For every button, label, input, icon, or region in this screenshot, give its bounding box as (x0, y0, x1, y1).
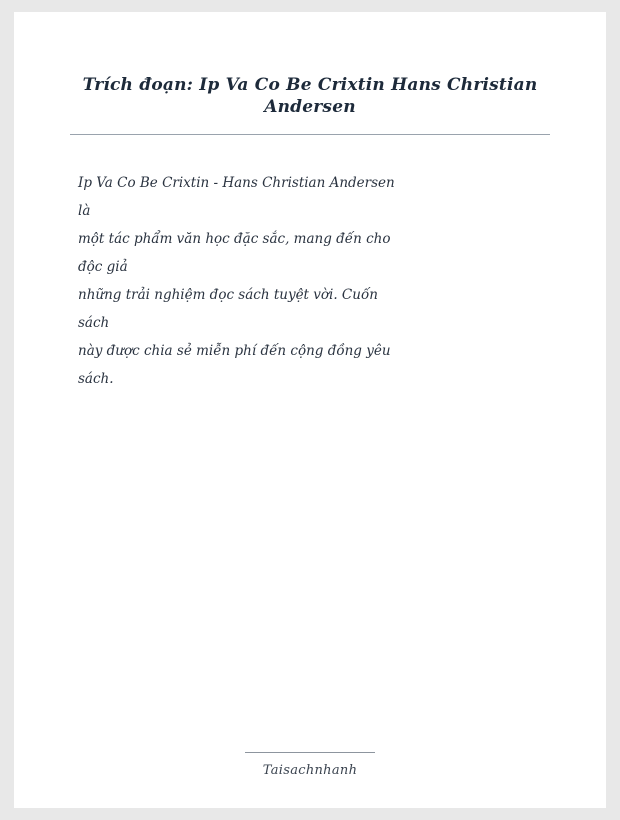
page-content (14, 12, 606, 808)
document-page (14, 12, 606, 808)
footer-divider (245, 752, 375, 753)
page-title: Trích đoạn: Ip Va Co Be Crixtin Hans Christian Andersen (82, 75, 538, 118)
body-line: này được chia sẻ miễn phí đến cộng đồng yêu (78, 343, 391, 360)
body-line: sách. (78, 371, 114, 388)
page-footer (70, 752, 550, 778)
title-divider (70, 134, 550, 135)
content-spacer (70, 393, 550, 752)
footer-source-label: Taisachnhanh (262, 763, 358, 778)
body-line: những trải nghiệm đọc sách tuyệt vời. Cuốn (78, 287, 378, 304)
body-line: sách (78, 315, 110, 332)
body-line: là (78, 203, 91, 220)
body-line: Ip Va Co Be Crixtin - Hans Christian Andersen (78, 175, 395, 192)
document-body (70, 169, 550, 393)
body-line: độc giả (78, 259, 128, 276)
body-line: một tác phẩm văn học đặc sắc, mang đến cho (78, 231, 391, 248)
